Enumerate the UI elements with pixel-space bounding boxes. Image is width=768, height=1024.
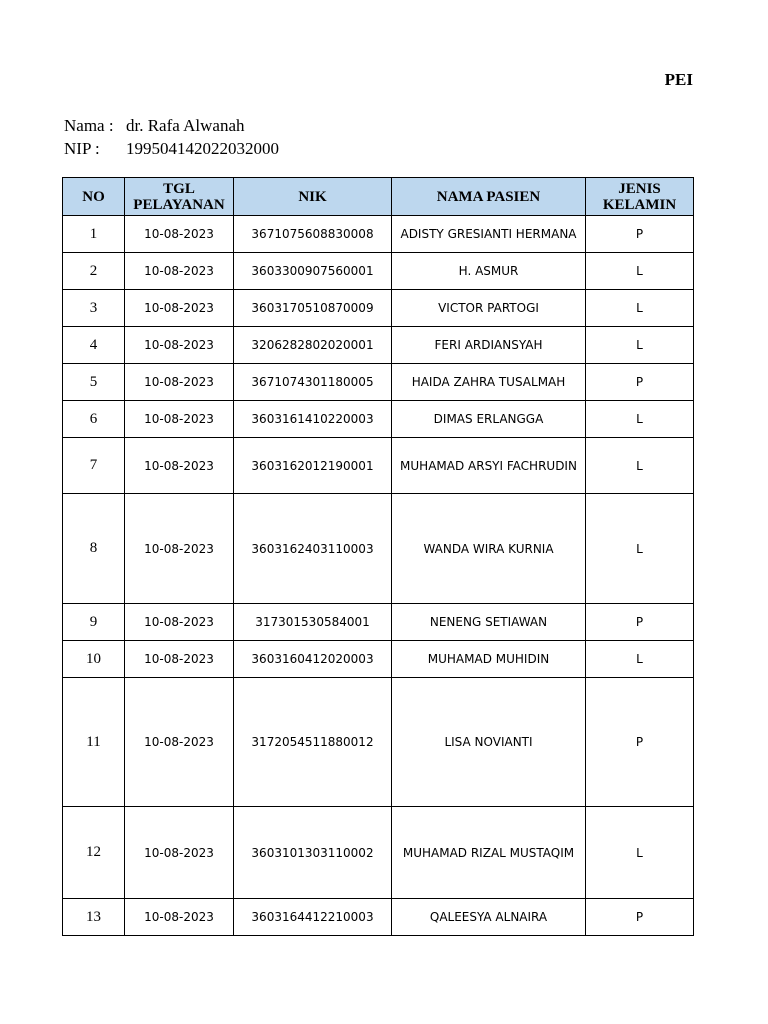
column-header-no: NO bbox=[63, 178, 125, 216]
cell-nik: 3603161410220003 bbox=[234, 401, 392, 438]
cell-tgl-pelayanan: 10-08-2023 bbox=[125, 678, 234, 807]
cell-nik: 3671074301180005 bbox=[234, 364, 392, 401]
cell-nik: 3603300907560001 bbox=[234, 253, 392, 290]
cell-no: 7 bbox=[63, 438, 125, 494]
cell-jenis-kelamin: L bbox=[586, 290, 694, 327]
table-row bbox=[63, 641, 694, 678]
table-row bbox=[63, 899, 694, 936]
cell-no: 1 bbox=[63, 216, 125, 253]
cell-nik: 3603162403110003 bbox=[234, 494, 392, 604]
cell-tgl-pelayanan: 10-08-2023 bbox=[125, 327, 234, 364]
cell-tgl-pelayanan: 10-08-2023 bbox=[125, 216, 234, 253]
table-header-row bbox=[63, 178, 694, 216]
cell-jenis-kelamin: P bbox=[586, 364, 694, 401]
cell-nama-pasien: VICTOR PARTOGI bbox=[392, 290, 586, 327]
cell-nik: 3603170510870009 bbox=[234, 290, 392, 327]
cell-nama-pasien: DIMAS ERLANGGA bbox=[392, 401, 586, 438]
cell-nama-pasien: MUHAMAD RIZAL MUSTAQIM bbox=[392, 807, 586, 899]
cell-nik: 3206282802020001 bbox=[234, 327, 392, 364]
cell-nik: 317301530584001 bbox=[234, 604, 392, 641]
cell-no: 13 bbox=[63, 899, 125, 936]
table-row bbox=[63, 438, 694, 494]
doctor-name-label: Nama : bbox=[64, 116, 114, 135]
doctor-info bbox=[64, 114, 279, 160]
page-header-title: PEI bbox=[664, 70, 693, 89]
column-header-nik: NIK bbox=[234, 178, 392, 216]
cell-nik: 3603160412020003 bbox=[234, 641, 392, 678]
column-header-jenis-kelamin: JENIS KELAMIN bbox=[586, 178, 694, 216]
column-header-tgl-pelayanan: TGL PELAYANAN bbox=[125, 178, 234, 216]
cell-tgl-pelayanan: 10-08-2023 bbox=[125, 899, 234, 936]
doctor-name-value: dr. Rafa Alwanah bbox=[126, 116, 245, 135]
cell-nama-pasien: HAIDA ZAHRA TUSALMAH bbox=[392, 364, 586, 401]
patient-table bbox=[62, 177, 694, 936]
column-header-nama-pasien: NAMA PASIEN bbox=[392, 178, 586, 216]
cell-tgl-pelayanan: 10-08-2023 bbox=[125, 641, 234, 678]
cell-jenis-kelamin: P bbox=[586, 216, 694, 253]
cell-no: 4 bbox=[63, 327, 125, 364]
table-row bbox=[63, 604, 694, 641]
table-row bbox=[63, 678, 694, 807]
cell-no: 9 bbox=[63, 604, 125, 641]
cell-jenis-kelamin: L bbox=[586, 327, 694, 364]
doctor-name-row bbox=[64, 114, 279, 137]
cell-jenis-kelamin: L bbox=[586, 401, 694, 438]
table-row bbox=[63, 253, 694, 290]
cell-nama-pasien: NENENG SETIAWAN bbox=[392, 604, 586, 641]
cell-tgl-pelayanan: 10-08-2023 bbox=[125, 290, 234, 327]
cell-nama-pasien: LISA NOVIANTI bbox=[392, 678, 586, 807]
cell-no: 2 bbox=[63, 253, 125, 290]
cell-nama-pasien: MUHAMAD MUHIDIN bbox=[392, 641, 586, 678]
cell-nik: 3603164412210003 bbox=[234, 899, 392, 936]
cell-tgl-pelayanan: 10-08-2023 bbox=[125, 494, 234, 604]
cell-nik: 3603101303110002 bbox=[234, 807, 392, 899]
cell-jenis-kelamin: P bbox=[586, 604, 694, 641]
cell-jenis-kelamin: L bbox=[586, 253, 694, 290]
cell-nama-pasien: H. ASMUR bbox=[392, 253, 586, 290]
cell-nama-pasien: FERI ARDIANSYAH bbox=[392, 327, 586, 364]
cell-nama-pasien: WANDA WIRA KURNIA bbox=[392, 494, 586, 604]
doctor-nip-value: 199504142022032000 bbox=[126, 139, 279, 158]
cell-nik: 3671075608830008 bbox=[234, 216, 392, 253]
cell-nik: 3172054511880012 bbox=[234, 678, 392, 807]
cell-tgl-pelayanan: 10-08-2023 bbox=[125, 438, 234, 494]
cell-no: 11 bbox=[63, 678, 125, 807]
cell-nik: 3603162012190001 bbox=[234, 438, 392, 494]
table-row bbox=[63, 327, 694, 364]
cell-tgl-pelayanan: 10-08-2023 bbox=[125, 604, 234, 641]
cell-jenis-kelamin: L bbox=[586, 807, 694, 899]
cell-jenis-kelamin: L bbox=[586, 438, 694, 494]
table-row bbox=[63, 364, 694, 401]
table-row bbox=[63, 494, 694, 604]
cell-tgl-pelayanan: 10-08-2023 bbox=[125, 401, 234, 438]
cell-nama-pasien: QALEESYA ALNAIRA bbox=[392, 899, 586, 936]
table-row bbox=[63, 216, 694, 253]
cell-tgl-pelayanan: 10-08-2023 bbox=[125, 807, 234, 899]
cell-no: 5 bbox=[63, 364, 125, 401]
cell-jenis-kelamin: L bbox=[586, 641, 694, 678]
cell-no: 8 bbox=[63, 494, 125, 604]
cell-nama-pasien: MUHAMAD ARSYI FACHRUDIN bbox=[392, 438, 586, 494]
doctor-nip-label: NIP : bbox=[64, 139, 100, 158]
cell-nama-pasien: ADISTY GRESIANTI HERMANA bbox=[392, 216, 586, 253]
cell-jenis-kelamin: P bbox=[586, 899, 694, 936]
table-row bbox=[63, 807, 694, 899]
cell-no: 10 bbox=[63, 641, 125, 678]
cell-jenis-kelamin: P bbox=[586, 678, 694, 807]
cell-jenis-kelamin: L bbox=[586, 494, 694, 604]
cell-tgl-pelayanan: 10-08-2023 bbox=[125, 253, 234, 290]
cell-no: 12 bbox=[63, 807, 125, 899]
cell-no: 3 bbox=[63, 290, 125, 327]
table-row bbox=[63, 401, 694, 438]
table-row bbox=[63, 290, 694, 327]
cell-no: 6 bbox=[63, 401, 125, 438]
cell-tgl-pelayanan: 10-08-2023 bbox=[125, 364, 234, 401]
doctor-nip-row bbox=[64, 137, 279, 160]
